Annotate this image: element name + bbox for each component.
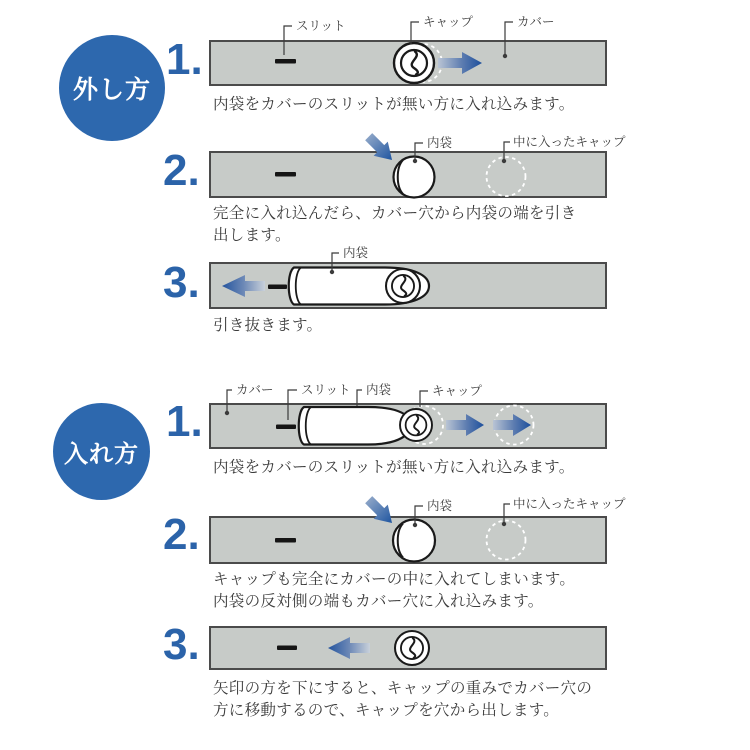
label-inner-bag: 内袋 [427,499,453,513]
leader-dot [413,159,417,163]
step-caption: 引き抜きます。 [213,317,323,334]
label-slit: スリット [301,383,351,397]
section-badge-insert: 入れ方 [53,403,150,500]
step-caption: 内袋をカバーのスリットが無い方に入れ込みます。 [213,96,575,113]
slit-mark [275,538,296,543]
label-inner-bag: 内袋 [427,136,453,150]
diagram-insert-step1 [210,382,606,448]
cap-icon [400,409,432,441]
cap-icon [386,269,420,303]
leader-dot [225,411,229,415]
label-cap-inside: 中に入ったキャップ [513,135,626,149]
label-inner-bag: 内袋 [343,246,369,260]
label-cover: カバー [517,15,555,29]
label-cover: カバー [236,383,274,397]
label-cap: キャップ [423,15,474,29]
step-caption: 矢印の方を下にすると、キャップの重みでカバー穴の 方に移動するので、キャップを穴から出します。 [213,680,593,719]
label-slit: スリット [296,19,346,33]
step-number: 2. [163,510,200,559]
step-number: 1. [166,397,203,446]
section-badge-remove: 外し方 [59,35,165,141]
step-number: 1. [166,35,203,84]
step-caption: 内袋をカバーのスリットが無い方に入れ込みます。 [213,459,575,476]
slit-mark [268,285,287,290]
label-inner-bag: 内袋 [366,383,392,397]
leader-dot [330,270,334,274]
diagram-remove-step1 [210,15,606,85]
leader-dot [413,523,417,527]
cap-icon [394,43,434,83]
label-cap-inside: 中に入ったキャップ [513,497,626,511]
cap-icon [395,631,429,665]
step-caption: キャップも完全にカバーの中に入れてしまいます。 内袋の反対側の端もカバー穴に入れ込みます。 [213,571,576,610]
slit-mark [275,172,296,177]
diagram-remove-step2 [210,130,626,198]
inner-bag [299,407,409,445]
diagram-remove-step3 [210,245,606,308]
leader-dot [502,522,506,526]
slit-mark [276,425,296,430]
step-number: 2. [163,146,200,195]
step-number: 3. [163,620,200,669]
leader-dot [502,159,506,163]
step-caption: 完全に入れ込んだら、カバー穴から内袋の端を引き 出します。 [213,205,577,244]
leader-dot [503,54,507,58]
step-number: 3. [163,258,200,307]
slit-mark [275,59,296,64]
slit-mark [277,646,297,651]
diagram-insert-step2 [210,493,626,563]
diagram-insert-step3 [210,627,606,669]
label-cap: キャップ [432,384,483,398]
